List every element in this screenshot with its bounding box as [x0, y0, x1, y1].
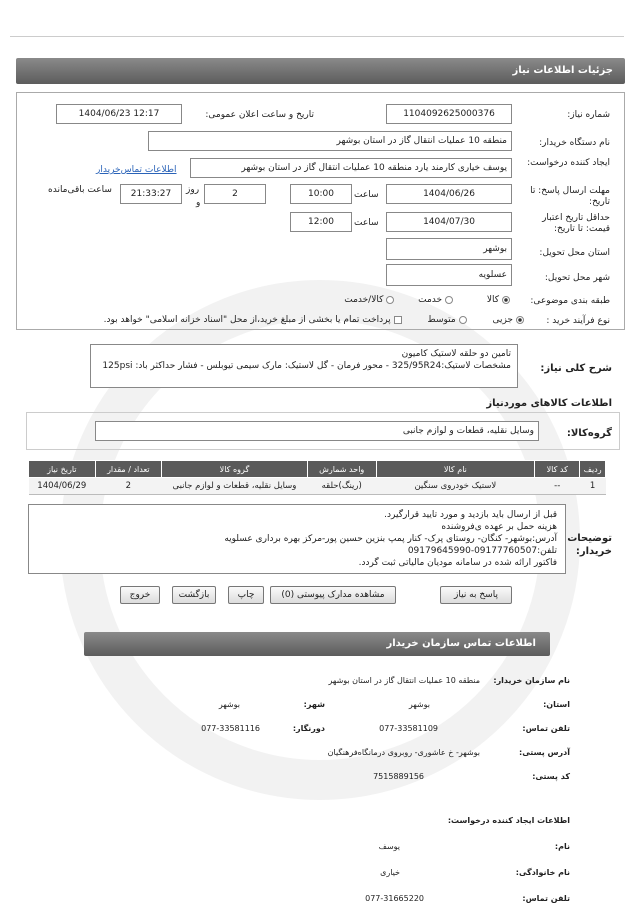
family-label: نام خانوادگی: [515, 868, 570, 877]
address-label: آدرس پستی: [519, 748, 570, 757]
form-panel [16, 92, 625, 330]
name-label: نام: [554, 842, 570, 851]
goods-group-field: وسایل نقلیه، قطعات و لوازم جانبی [95, 421, 539, 441]
province-info-value: بوشهر [408, 700, 430, 709]
treasury-checkbox[interactable]: پرداخت تمام یا بخشی از مبلغ خرید،از محل "اسناد خزانه اسلامی" خواهد بود. [104, 315, 402, 325]
cell-idx: 1 [580, 478, 606, 495]
province-label: استان محل تحویل: [539, 248, 610, 258]
need-number-field: 1104092625000376 [386, 104, 512, 124]
fax-value: 077-33581116 [201, 724, 260, 733]
print-button[interactable]: چاپ [228, 586, 264, 604]
province-field: بوشهر [386, 238, 512, 260]
days-label: روز [186, 185, 200, 195]
radio-service[interactable]: خدمت [418, 295, 453, 305]
city-field: عسلویه [386, 264, 512, 286]
table-row[interactable] [29, 478, 606, 495]
notes-box [28, 504, 566, 574]
city-label: شهر محل تحویل: [544, 273, 610, 283]
validity-time-label: ساعت [354, 218, 379, 228]
category-label: طبقه بندی موضوعی: [530, 296, 610, 306]
deadline-time-label: ساعت [354, 190, 379, 200]
buyer-org-field: منطقه 10 عملیات انتقال گاز در استان بوشهر [148, 131, 512, 151]
exit-button[interactable]: خروج [120, 586, 160, 604]
col-row: ردیف [580, 461, 606, 478]
contact-info [70, 668, 570, 908]
col-code: کد کالا [535, 461, 580, 478]
validity-date-field: 1404/07/30 [386, 212, 512, 232]
deadline-time-field: 10:00 [290, 184, 352, 204]
goods-table-header [29, 461, 606, 478]
process-label: نوع فرآیند خرید : [546, 316, 610, 326]
cell-unit: (رینگ)حلقه [307, 478, 376, 495]
header-bar [16, 58, 625, 84]
summary-box: تامین دو حلقه لاستیک کامیون مشخصات لاستیک:325/95R24 - محور فرمان - گل لاستیک: مارک سیمی تیوبلس - فشار حداکثر باد: 125psi [90, 344, 518, 388]
creator-label: ایجاد کننده درخواست: [527, 158, 610, 168]
contact-title: اطلاعات تماس سازمان خریدار [386, 638, 536, 649]
org-value: منطقه 10 عملیات انتقال گاز در استان بوشهر [328, 676, 480, 685]
buyer-org-label: نام دستگاه خریدار: [539, 138, 610, 148]
radio-medium[interactable]: متوسط [427, 315, 466, 325]
postal-value: 7515889156 [373, 772, 424, 781]
note-line: هزینه حمل بر عهده ی‌فروشنده [441, 522, 557, 532]
province-info-label: استان: [543, 700, 570, 709]
reply-button[interactable]: پاسخ به نیاز [440, 586, 512, 604]
validity-time-field: 12:00 [290, 212, 352, 232]
radio-goods[interactable]: کالا [487, 295, 510, 305]
goods-table [28, 460, 606, 495]
address-value: بوشهر- خ عاشوری- روبروی درمانگاه‌فرهنگیان [327, 748, 480, 757]
fax-label: دورنگار: [292, 724, 325, 733]
radio-minor[interactable]: جزیی [492, 315, 524, 325]
summary-label: شرح کلی نیاز: [540, 363, 612, 374]
creator-field: یوسف خیاری کارمند یارد منطقه 10 عملیات انتقال گاز در استان بوشهر [190, 158, 512, 178]
col-date: تاریخ نیاز [29, 461, 96, 478]
validity-label: حداقل تاریخ اعتبار قیمت: تا تاریخ: [542, 213, 610, 234]
goods-title: اطلاعات کالاهای موردنیاز [486, 398, 612, 409]
cell-qty: 2 [95, 478, 161, 495]
buyer-contact-link[interactable]: اطلاعات تماس‌خریدار [96, 165, 177, 175]
back-button[interactable]: بازگشت [172, 586, 216, 604]
process-radio-group [104, 315, 524, 325]
org-label: نام سازمان خریدار: [493, 676, 570, 685]
note-line: آدرس:بوشهر- کنگان- روستای پرک- کنار پمپ بنزین حسین پور-مرکز بهره برداری عسلویه [224, 534, 557, 544]
col-unit: واحد شمارش [307, 461, 376, 478]
cell-name: لاستیک خودروی سنگین [376, 478, 535, 495]
postal-label: کد پستی: [532, 772, 570, 781]
cell-date: 1404/06/29 [29, 478, 96, 495]
note-line: تلفن:09177760507-09179645990 [407, 546, 557, 556]
note-line: فاکتور ارائه شده در سامانه مودیان مالیاتی ثبت گردد. [358, 558, 557, 568]
remaining-label: ساعت باقی‌مانده [48, 185, 112, 195]
notes-label: توضیحات خریدار: [567, 533, 612, 557]
deadline-date-field: 1404/06/26 [386, 184, 512, 204]
family-value: خیاری [380, 868, 400, 877]
radio-goods-service[interactable]: کالا/خدمت [344, 295, 394, 305]
city-info-label: شهر: [303, 700, 325, 709]
top-divider [10, 36, 624, 37]
tel-label: تلفن تماس: [522, 894, 570, 903]
creator-info-title: اطلاعات ایجاد کننده درخواست: [447, 816, 570, 825]
col-group: گروه کالا [162, 461, 308, 478]
tel-value: 077-31665220 [365, 894, 424, 903]
goods-group-label: گروه‌کالا: [566, 428, 612, 439]
city-info-value: بوشهر [218, 700, 240, 709]
days-field: 2 [204, 184, 266, 204]
cell-group: وسایل نقلیه، قطعات و لوازم جانبی [162, 478, 308, 495]
name-value: یوسف [378, 842, 400, 851]
deadline-label: مهلت ارسال پاسخ: تا تاریخ: [530, 186, 610, 207]
category-radio-group [344, 295, 510, 305]
need-number-label: شماره نیاز: [567, 110, 610, 120]
announce-field: 1404/06/23 12:17 [56, 104, 182, 124]
cell-code: -- [535, 478, 580, 495]
note-line: قبل از ارسال باید بازدید و مورد تایید قرارگیرد. [384, 510, 557, 520]
phone-label: تلفن تماس: [522, 724, 570, 733]
phone-value: 077-33581109 [379, 724, 438, 733]
header-title: جزئیات اطلاعات نیاز [512, 65, 613, 76]
col-name: نام کالا [376, 461, 535, 478]
attachments-button[interactable]: مشاهده مدارک پیوستی (0) [270, 586, 396, 604]
remaining-field: 21:33:27 [120, 184, 182, 204]
and-label: و [196, 198, 201, 208]
contact-header [84, 632, 550, 656]
col-qty: تعداد / مقدار [95, 461, 161, 478]
announce-label: تاریخ و ساعت اعلان عمومی: [205, 110, 314, 120]
